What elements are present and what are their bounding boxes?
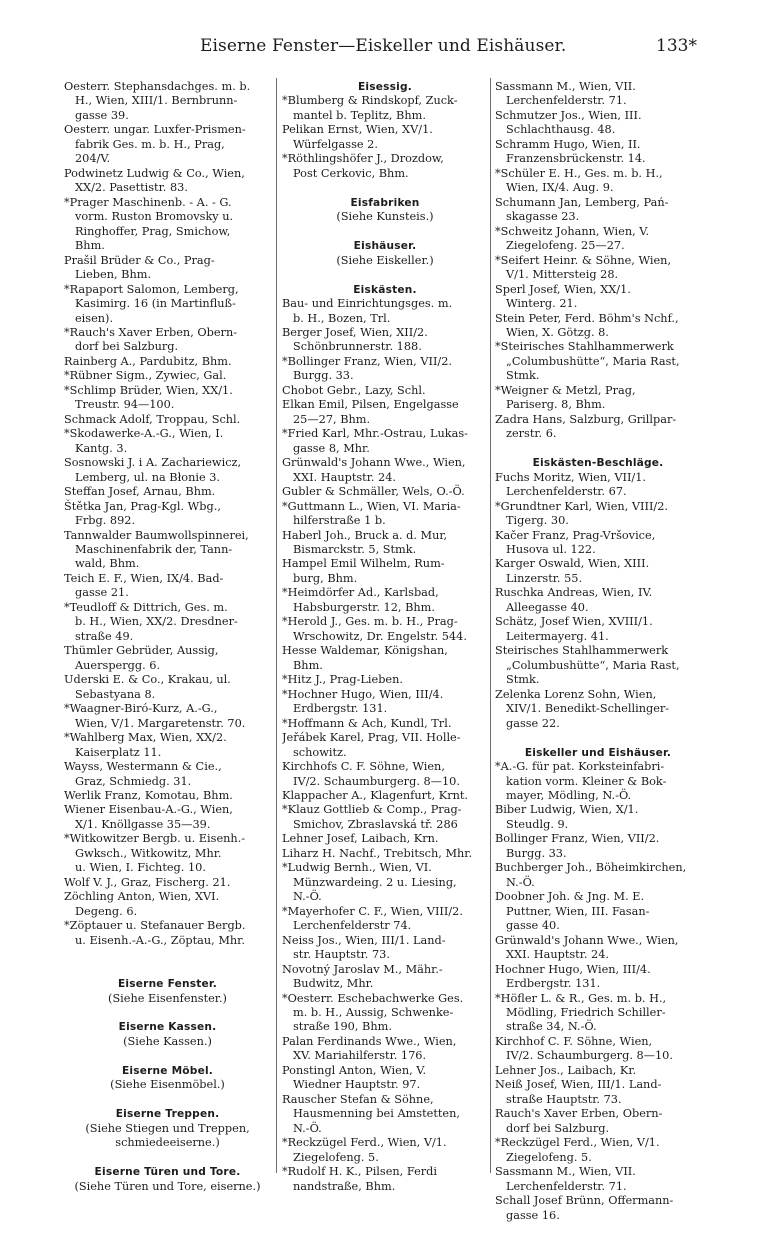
entry-line: Novotný Jaroslav M., Mähr.- bbox=[282, 962, 443, 976]
entry-line: Gubler & Schmäller, Wels, O.-Ö. bbox=[282, 485, 465, 499]
entry-line: XX/2. Pasettistr. 83. bbox=[75, 181, 188, 195]
entry-line: *Skodawerke-A.-G., Wien, I. bbox=[64, 427, 224, 441]
entry-line: Berger Josef, Wien, XII/2. bbox=[282, 325, 428, 339]
entry-line: *Herold J., Ges. m. b. H., Prag- bbox=[282, 615, 458, 629]
page-header bbox=[0, 36, 757, 58]
entry-line: Schlachthausg. 48. bbox=[506, 123, 616, 137]
entry-line: Jeřábek Karel, Prag, VII. Holle- bbox=[282, 731, 461, 745]
entry-line: u. Wien, I. Fichteg. 10. bbox=[75, 861, 206, 875]
page-number: 133* bbox=[656, 36, 697, 56]
spacer bbox=[64, 963, 271, 977]
entry-line: Schmutzer Jos., Wien, III. bbox=[495, 108, 642, 122]
entry-line: *Witkowitzer Bergb. u. Eisenh.- bbox=[64, 832, 246, 846]
entry-line: Sperl Josef, Wien, XX/1. bbox=[495, 282, 631, 296]
entry-line: *Blumberg & Rindskopf, Zuck- bbox=[282, 94, 458, 108]
entry-line: Bismarckstr. 5, Stmk. bbox=[293, 543, 417, 556]
entry-line: straße Hauptstr. 73. bbox=[506, 1092, 622, 1106]
spacer bbox=[64, 1151, 271, 1165]
section-heading: Eiskeller und Eishäuser. bbox=[524, 746, 672, 759]
entry-line: b. H., Bozen, Trl. bbox=[293, 311, 391, 325]
entry-line: Auerspergg. 6. bbox=[75, 658, 161, 672]
entry-line: Doobner Joh. & Jng. M. E. bbox=[495, 890, 645, 904]
entry-line: *Hitz J., Prag-Lieben. bbox=[282, 673, 403, 687]
section-heading: Eiserne Kassen. bbox=[118, 1021, 217, 1034]
entry-line: Würfelgasse 2. bbox=[293, 137, 378, 151]
entry-line: *Weigner & Metzl, Prag, bbox=[495, 383, 636, 397]
entry-line: V/1. Mittersteig 28. bbox=[506, 268, 619, 282]
running-title: Eiserne Fenster—Eiskeller und Eishäuser. bbox=[200, 36, 567, 56]
entry-line: Grünwald's Johann Wwe., Wien, bbox=[495, 933, 679, 947]
entry-line: Graz, Schmiedg. 31. bbox=[75, 774, 192, 788]
entry-line: „Columbushütte“, Maria Rast, bbox=[506, 658, 680, 672]
entry-line: Stein Peter, Ferd. Böhm's Nchf., bbox=[495, 311, 679, 325]
entry-line: hilferstraße 1 b. bbox=[293, 514, 386, 528]
cross-reference: (Siehe Eiskeller.) bbox=[336, 253, 434, 267]
entry-line: Sassmann M., Wien, VII. bbox=[495, 1165, 636, 1179]
directory-column-1 bbox=[64, 80, 271, 1194]
entry-line: Sebastyana 8. bbox=[75, 687, 156, 701]
entry-line: Oesterr. ungar. Luxfer-Prismen- bbox=[64, 123, 246, 137]
entry-line: *Heimdörfer Ad., Karlsbad, bbox=[282, 586, 439, 600]
entry-line: Teich E. F., Wien, IX/4. Bad- bbox=[64, 571, 224, 585]
entry-line: X/1. Knöllgasse 35—39. bbox=[75, 817, 211, 831]
entry-line: N.-Ö. bbox=[506, 875, 535, 889]
entry-line: Treustr. 94—100. bbox=[75, 398, 175, 412]
entry-line: Wolf V. J., Graz, Fischerg. 21. bbox=[64, 875, 231, 889]
entry-line: Elkan Emil, Pilsen, Engelgasse bbox=[282, 398, 459, 412]
entry-line: Winterg. 21. bbox=[506, 297, 578, 311]
entry-line: Sosnowski J. i A. Zachariewicz, bbox=[64, 456, 242, 470]
entry-line: *Fried Karl, Mhr.-Ostrau, Lukas- bbox=[282, 427, 468, 441]
entry-line: Steirisches Stahlhammerwerk bbox=[495, 644, 669, 658]
entry-line: XIV/1. Benedikt-Schellinger- bbox=[506, 702, 670, 716]
entry-line: Schumann Jan, Lemberg, Pań- bbox=[495, 195, 669, 209]
entry-line: Haberl Joh., Bruck a. d. Mur, bbox=[282, 528, 448, 542]
section-heading: Eiserne Treppen. bbox=[115, 1108, 220, 1121]
cross-reference: (Siehe Kunsteis.) bbox=[336, 210, 434, 224]
spacer bbox=[64, 1006, 271, 1020]
entry-line: *Reckzügel Ferd., Wien, V/1. bbox=[495, 1136, 660, 1150]
entry-line: Wiener Eisenbau-A.-G., Wien, bbox=[64, 803, 233, 817]
spacer bbox=[282, 225, 488, 239]
entry-line: Erdbergstr. 131. bbox=[293, 702, 388, 716]
entry-line: vorm. Ruston Bromovsky u. bbox=[75, 210, 234, 224]
entry-line: Hesse Waldemar, Königshan, bbox=[282, 644, 448, 658]
entry-line: Kirchhof C. F. Söhne, Wien, bbox=[495, 1034, 653, 1048]
entry-line: *Hochner Hugo, Wien, III/4. bbox=[282, 687, 444, 701]
entry-line: Bhm. bbox=[293, 658, 323, 672]
entry-line: XXI. Hauptstr. 24. bbox=[293, 470, 397, 484]
entry-line: Zöchling Anton, Wien, XVI. bbox=[64, 890, 220, 904]
entry-line: *Rauch's Xaver Erben, Obern- bbox=[64, 325, 238, 339]
entry-line: *Wahlberg Max, Wien, XX/2. bbox=[64, 731, 227, 745]
entry-line: Frbg. 892. bbox=[75, 514, 136, 528]
entry-line: *Röthlingshöfer J., Drozdow, bbox=[282, 152, 444, 166]
entry-line: Degeng. 6. bbox=[75, 904, 138, 918]
entry-line: Schönbrunnerstr. 188. bbox=[293, 340, 422, 354]
entry-line: Schramm Hugo, Wien, II. bbox=[495, 137, 641, 151]
entry-line: Lehner Josef, Laibach, Krn. bbox=[282, 832, 439, 846]
spacer bbox=[495, 731, 701, 745]
entry-line: XV. Mariahilferstr. 176. bbox=[293, 1049, 427, 1063]
entry-line: Fuchs Moritz, Wien, VII/1. bbox=[495, 470, 646, 484]
entry-line: Kantg. 3. bbox=[75, 441, 128, 455]
entry-line: Lerchenfelderstr. 71. bbox=[506, 94, 627, 108]
entry-line: Münzwardeing. 2 u. Liesing, bbox=[293, 875, 457, 889]
column-divider-1 bbox=[276, 78, 277, 1173]
entry-line: str. Hauptstr. 73. bbox=[293, 948, 390, 962]
entry-line: *Klauz Gottlieb & Comp., Prag- bbox=[282, 803, 462, 817]
entry-line: Smichov, Zbraslavská tř. 286 bbox=[293, 817, 458, 831]
entry-line: Kačer Franz, Prag-Vršovice, bbox=[495, 528, 656, 542]
spacer bbox=[64, 1093, 271, 1107]
entry-line: Štětka Jan, Prag-Kgl. Wbg., bbox=[64, 499, 221, 513]
entry-line: Lerchenfelderstr. 71. bbox=[506, 1179, 627, 1193]
entry-line: dorf bei Salzburg. bbox=[506, 1121, 610, 1135]
entry-line: zerstr. 6. bbox=[506, 427, 557, 441]
entry-line: burg, Bhm. bbox=[293, 571, 358, 585]
entry-line: Wrschowitz, Dr. Engelstr. 544. bbox=[293, 629, 467, 643]
entry-line: Rauch's Xaver Erben, Obern- bbox=[495, 1107, 663, 1121]
section-heading: Eisfabriken bbox=[350, 196, 420, 209]
entry-line: Lehner Jos., Laibach, Kr. bbox=[495, 1063, 637, 1077]
entry-line: kation vorm. Kleiner & Bok- bbox=[506, 774, 667, 788]
entry-line: Hochner Hugo, Wien, III/4. bbox=[495, 962, 651, 976]
entry-line: Lemberg, ul. na Błonie 3. bbox=[75, 470, 221, 484]
cross-reference: (Siehe Eisenfenster.) bbox=[108, 991, 227, 1005]
entry-line: Karger Oswald, Wien, XIII. bbox=[495, 557, 650, 571]
entry-line: Wayss, Westermann & Cie., bbox=[64, 760, 222, 774]
entry-line: Ziegelofeng. 5. bbox=[506, 1150, 592, 1164]
entry-line: Habsburgerstr. 12, Bhm. bbox=[293, 600, 435, 614]
entry-line: Ziegelofeng. 25—27. bbox=[506, 239, 625, 253]
entry-line: *A.-G. für pat. Korksteinfabri- bbox=[495, 760, 665, 774]
entry-line: *Schüler E. H., Ges. m. b. H., bbox=[495, 166, 663, 180]
entry-line: Bau- und Einrichtungsges. m. bbox=[282, 297, 453, 311]
entry-line: Gwksch., Witkowitz, Mhr. bbox=[75, 846, 222, 860]
entry-line: *Grundtner Karl, Wien, VIII/2. bbox=[495, 499, 669, 513]
entry-line: Pelikan Ernst, Wien, XV/1. bbox=[282, 123, 433, 137]
section-heading: Eisessig. bbox=[357, 81, 412, 93]
cross-reference: (Siehe Eisenmöbel.) bbox=[110, 1078, 225, 1092]
entry-line: *Prager Maschinenb. - A. - G. bbox=[64, 195, 232, 209]
entry-line: b. H., Wien, XX/2. Dresdner- bbox=[75, 615, 238, 629]
entry-line: gasse 8, Mhr. bbox=[293, 441, 370, 455]
entry-line: straße 34, N.-Ö. bbox=[506, 1020, 597, 1034]
entry-line: skagasse 23. bbox=[506, 210, 580, 224]
entry-line: Grünwald's Johann Wwe., Wien, bbox=[282, 456, 466, 470]
entry-line: Werlik Franz, Komotau, Bhm. bbox=[64, 788, 233, 802]
entry-line: *Rudolf H. K., Pilsen, Ferdi bbox=[282, 1165, 438, 1179]
entry-line: Erdbergstr. 131. bbox=[506, 977, 601, 991]
entry-line: Post Cerkovic, Bhm. bbox=[293, 166, 409, 180]
entry-line: „Columbushütte“, Maria Rast, bbox=[506, 354, 680, 368]
entry-line: Zadra Hans, Salzburg, Grillpar- bbox=[495, 412, 677, 426]
entry-line: Alleegasse 40. bbox=[506, 600, 589, 614]
entry-line: gasse 40. bbox=[506, 919, 560, 933]
cross-reference: schmiedeeiserne.) bbox=[115, 1136, 220, 1150]
column-divider-2 bbox=[490, 78, 491, 1173]
entry-line: *Schweitz Johann, Wien, V. bbox=[495, 224, 650, 238]
entry-line: Buchberger Joh., Böheimkirchen, bbox=[495, 861, 687, 875]
entry-line: gasse 16. bbox=[506, 1208, 560, 1222]
entry-line: Rainberg A., Pardubitz, Bhm. bbox=[64, 354, 232, 368]
cross-reference: (Siehe Türen und Tore, eiserne.) bbox=[74, 1179, 261, 1193]
entry-line: u. Eisenh.-A.-G., Zöptau, Mhr. bbox=[75, 933, 245, 947]
entry-line: gasse 22. bbox=[506, 716, 560, 730]
entry-line: Uderski E. & Co., Krakau, ul. bbox=[64, 673, 231, 687]
entry-line: *Zöptauer u. Stefanauer Bergb. bbox=[64, 919, 246, 933]
entry-line: H., Wien, XIII/1. Bernbrunn- bbox=[75, 94, 238, 108]
entry-line: *Seifert Heinr. & Söhne, Wien, bbox=[495, 253, 672, 267]
entry-line: Lieben, Bhm. bbox=[75, 268, 152, 282]
spacer bbox=[495, 442, 701, 456]
entry-line: *Ludwig Bernh., Wien, VI. bbox=[282, 861, 432, 875]
spacer bbox=[64, 948, 271, 962]
entry-line: Franzensbrückenstr. 14. bbox=[506, 152, 646, 166]
entry-line: *Guttmann L., Wien, VI. Maria- bbox=[282, 499, 461, 513]
entry-line: wald, Bhm. bbox=[75, 557, 140, 571]
cross-reference: (Siehe Stiegen und Treppen, bbox=[85, 1121, 250, 1135]
entry-line: *Rübner Sigm., Zywiec, Gal. bbox=[64, 369, 227, 383]
section-heading: Eiskästen. bbox=[353, 283, 417, 296]
entry-line: 25—27, Bhm. bbox=[293, 412, 371, 426]
spacer bbox=[282, 181, 488, 195]
entry-line: *Rapaport Salomon, Lemberg, bbox=[64, 282, 239, 296]
entry-line: Steudlg. 9. bbox=[506, 817, 569, 831]
entry-line: Thümler Gebrüder, Aussig, bbox=[64, 644, 219, 658]
entry-line: Leitermayerg. 41. bbox=[506, 629, 609, 643]
entry-line: Neiß Josef, Wien, III/1. Land- bbox=[495, 1078, 662, 1092]
entry-line: Stmk. bbox=[506, 369, 540, 383]
entry-line: Biber Ludwig, Wien, X/1. bbox=[495, 803, 639, 817]
section-heading: Eiserne Möbel. bbox=[121, 1064, 214, 1077]
cross-reference: (Siehe Kassen.) bbox=[123, 1034, 212, 1048]
entry-line: 204/V. bbox=[75, 152, 111, 166]
entry-line: schowitz. bbox=[293, 745, 347, 759]
entry-line: Wien, IX/4. Aug. 9. bbox=[506, 181, 614, 195]
entry-line: Budwitz, Mhr. bbox=[293, 977, 374, 991]
section-heading: Eiserne Türen und Tore. bbox=[94, 1166, 241, 1179]
entry-line: m. b. H., Aussig, Schwenke- bbox=[293, 1006, 454, 1019]
entry-line: Bollinger Franz, Wien, VII/2. bbox=[495, 832, 660, 846]
entry-line: *Teudloff & Dittrich, Ges. m. bbox=[64, 600, 228, 614]
entry-line: Lerchenfelderstr 74. bbox=[293, 919, 412, 933]
entry-line: Prašil Brüder & Co., Prag- bbox=[64, 253, 215, 267]
entry-line: straße 190, Bhm. bbox=[293, 1020, 392, 1034]
entry-line: *Mayerhofer C. F., Wien, VIII/2. bbox=[282, 904, 463, 918]
entry-line: XXI. Hauptstr. 24. bbox=[506, 948, 610, 962]
entry-line: Kaiserplatz 11. bbox=[75, 745, 162, 759]
entry-line: Hausmenning bei Amstetten, bbox=[293, 1107, 460, 1121]
section-heading: Eiserne Fenster. bbox=[117, 978, 218, 991]
entry-line: Steffan Josef, Arnau, Bhm. bbox=[64, 485, 216, 499]
entry-line: straße 49. bbox=[75, 629, 134, 643]
entry-line: IV/2. Schaumburgerg. 8—10. bbox=[506, 1049, 673, 1063]
entry-line: Puttner, Wien, III. Fasan- bbox=[506, 904, 650, 918]
entry-line: *Oesterr. Eschebachwerke Ges. bbox=[282, 991, 464, 1005]
entry-line: Burgg. 33. bbox=[293, 369, 354, 383]
entry-line: Kasimirg. 16 (in Martinfluß- bbox=[75, 297, 236, 311]
entry-line: Ponstingl Anton, Wien, V. bbox=[282, 1063, 427, 1077]
entry-line: Neiss Jos., Wien, III/1. Land- bbox=[282, 933, 446, 947]
entry-line: dorf bei Salzburg. bbox=[75, 340, 179, 354]
entry-line: N.-Ö. bbox=[293, 890, 322, 904]
entry-line: Zelenka Lorenz Sohn, Wien, bbox=[495, 687, 657, 701]
entry-line: Wiedner Hauptstr. 97. bbox=[293, 1078, 421, 1092]
section-heading: Eiskästen-Beschläge. bbox=[532, 457, 664, 470]
entry-line: Ruschka Andreas, Wien, IV. bbox=[495, 586, 653, 600]
entry-line: fabrik Ges. m. b. H., Prag, bbox=[75, 137, 225, 151]
entry-line: Pariserg. 8, Bhm. bbox=[506, 398, 606, 412]
entry-line: *Höfler L. & R., Ges. m. b. H., bbox=[495, 991, 667, 1005]
entry-line: Ringhoffer, Prag, Smichow, bbox=[75, 224, 231, 238]
entry-line: Schätz, Josef Wien, XVIII/1. bbox=[495, 615, 653, 629]
entry-line: Chobot Gebr., Lazy, Schl. bbox=[282, 383, 426, 397]
entry-line: *Hoffmann & Ach, Kundl, Trl. bbox=[282, 716, 452, 730]
entry-line: Mödling, Friedrich Schiller- bbox=[506, 1006, 666, 1019]
entry-line: gasse 39. bbox=[75, 108, 129, 122]
entry-line: Wien, X. Götzg. 8. bbox=[506, 325, 609, 339]
entry-line: Sassmann M., Wien, VII. bbox=[495, 80, 636, 93]
entry-line: mantel b. Teplitz, Bhm. bbox=[293, 108, 426, 122]
entry-line: Tannwalder Baumwollspinnerei, bbox=[64, 528, 249, 542]
entry-line: Oesterr. Stephansdachges. m. b. bbox=[64, 80, 251, 93]
entry-line: Stmk. bbox=[506, 673, 540, 687]
entry-line: Burgg. 33. bbox=[506, 846, 567, 860]
entry-line: Husova ul. 122. bbox=[506, 543, 596, 556]
entry-line: mayer, Mödling, N.-Ö. bbox=[506, 788, 632, 802]
entry-line: Schmack Adolf, Troppau, Schl. bbox=[64, 412, 241, 426]
entry-line: Podwinetz Ludwig & Co., Wien, bbox=[64, 166, 245, 180]
entry-line: Tigerg. 30. bbox=[506, 514, 569, 528]
entry-line: Klappacher A., Klagenfurt, Krnt. bbox=[282, 788, 469, 802]
spacer bbox=[282, 268, 488, 282]
entry-line: Kirchhofs C. F. Söhne, Wien, bbox=[282, 760, 445, 774]
entry-line: Rauscher Stefan & Söhne, bbox=[282, 1092, 434, 1106]
entry-line: Ziegelofeng. 5. bbox=[293, 1150, 379, 1164]
entry-line: Palan Ferdinands Wwe., Wien, bbox=[282, 1034, 457, 1048]
spacer bbox=[64, 1049, 271, 1063]
entry-line: Wien, V/1. Margaretenstr. 70. bbox=[75, 716, 246, 730]
entry-line: gasse 21. bbox=[75, 586, 129, 600]
entry-line: IV/2. Schaumburgerg. 8—10. bbox=[293, 774, 460, 788]
entry-line: eisen). bbox=[75, 311, 114, 325]
entry-line: *Reckzügel Ferd., Wien, V/1. bbox=[282, 1136, 447, 1150]
entry-line: *Steirisches Stahlhammerwerk bbox=[495, 340, 674, 354]
entry-line: Schall Josef Brünn, Offermann- bbox=[495, 1194, 674, 1208]
entry-line: nandstraße, Bhm. bbox=[293, 1179, 396, 1193]
directory-column-3 bbox=[495, 80, 701, 1223]
section-heading: Eishäuser. bbox=[353, 240, 417, 253]
entry-line: Bhm. bbox=[75, 239, 105, 253]
entry-line: Hampel Emil Wilhelm, Rum- bbox=[282, 557, 445, 571]
entry-line: Linzerstr. 55. bbox=[506, 571, 583, 585]
entry-line: N.-Ö. bbox=[293, 1121, 322, 1135]
entry-line: Liharz H. Nachf., Trebitsch, Mhr. bbox=[282, 846, 473, 860]
entry-line: Lerchenfelderstr. 67. bbox=[506, 485, 627, 499]
directory-column-2 bbox=[282, 80, 488, 1194]
entry-line: *Schlimp Brüder, Wien, XX/1. bbox=[64, 383, 233, 397]
entry-line: *Bollinger Franz, Wien, VII/2. bbox=[282, 354, 452, 368]
entry-line: *Waagner-Biró-Kurz, A.-G., bbox=[64, 702, 218, 716]
entry-line: Maschinenfabrik der, Tann- bbox=[75, 543, 233, 556]
